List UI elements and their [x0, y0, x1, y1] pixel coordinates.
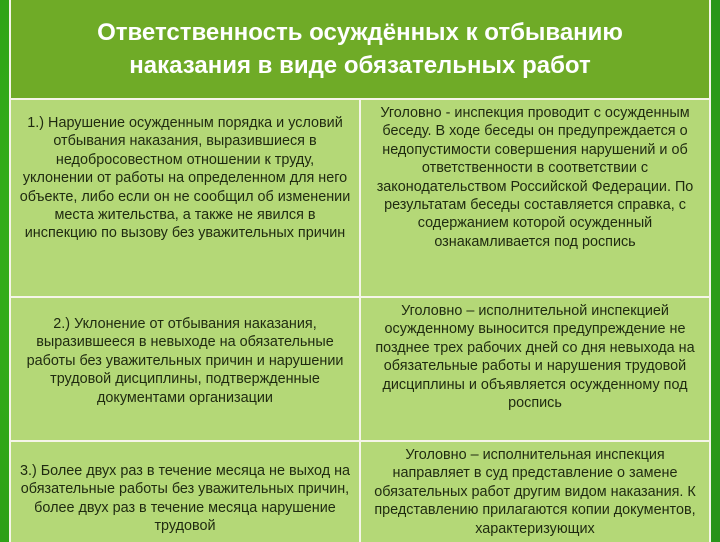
title-header — [9, 0, 711, 98]
consequence-text: Уголовно – исполнительная инспекция направляет в суд представление о замене обязательных работ другим видом наказания. К представлению прилагаются копии документов, характеризующих — [374, 447, 696, 537]
responsibility-table — [9, 98, 711, 540]
violation-text: 1.) Нарушение осужденным порядка и условий отбывания наказания, выразившиеся в недобросовестном отношении к труду, уклонении от работы на определенном для него объекте, либо если он не сообщил об изменении места жительства, а также не явился в инспекцию по вызову без уважительных причин — [19, 115, 351, 242]
consequence-cell — [360, 442, 711, 542]
consequence-text: Уголовно - инспекция проводит с осужденным беседу. В ходе беседы он предупреждается о недопустимости совершения нарушений и об ответственности в соответствии с законодательством Российской Федерации. По результатам беседы составляется справка, с содержанием которой осужденный ознакамливается под роспись — [376, 105, 694, 250]
violation-cell — [9, 442, 360, 542]
consequence-cell — [360, 100, 711, 296]
table-row — [9, 442, 711, 542]
slide-title: Ответственность осуждённых к отбыванию наказания в виде обязательных работ — [97, 19, 623, 79]
violation-cell — [9, 100, 360, 296]
consequence-text: Уголовно – исполнительной инспекцией осужденному выносится предупреждение не позднее трех рабочих дней со дня невыхода на обязательные работы и нарушения трудовой дисциплины и объявляется осужденному под роспись — [375, 303, 695, 412]
violation-text: 3.) Более двух раз в течение месяца не выход на обязательные работы без уважительных причин, более двух раз в течение месяца нарушение трудовой — [19, 463, 351, 535]
table-row — [9, 100, 711, 298]
violation-cell — [9, 298, 360, 440]
table-row — [9, 298, 711, 442]
consequence-cell — [360, 298, 711, 440]
slide — [9, 0, 711, 540]
violation-text: 2.) Уклонение от отбывания наказания, выразившееся в невыходе на обязательные работы без уважительных причин и нарушении трудовой дисциплины, подтвержденные документами организации — [26, 316, 344, 406]
